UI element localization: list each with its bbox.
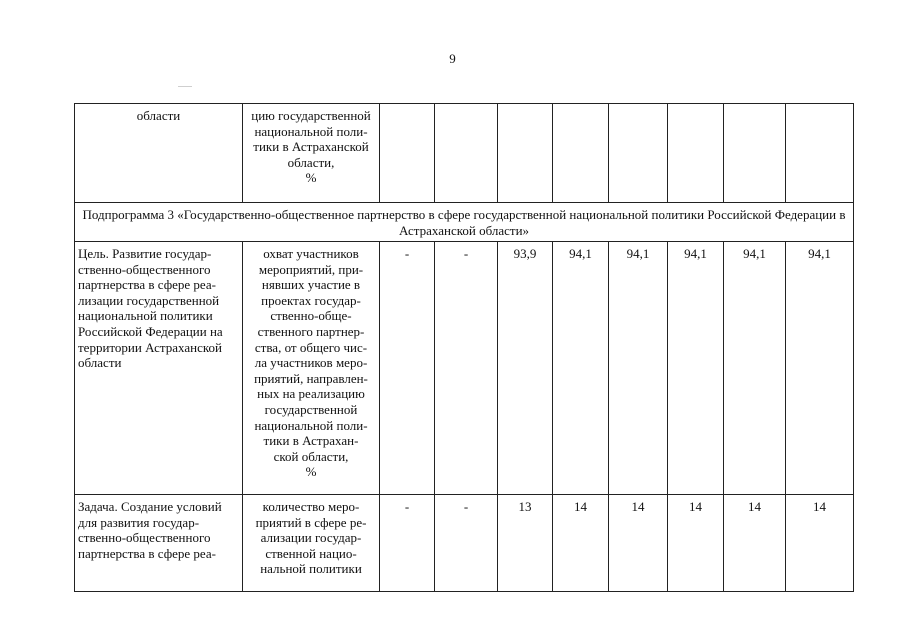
value-cell: 14: [553, 495, 609, 592]
indicators-table: [74, 103, 854, 592]
indicator-cell: количество меро- приятий в сфере ре- ализации государ- ственной нацио- нальной политики: [243, 495, 380, 592]
value-cell: [380, 104, 435, 203]
value-cell: 14: [609, 495, 668, 592]
table-row: [75, 242, 854, 495]
subprogram-row: [75, 203, 854, 242]
table-row: [75, 495, 854, 592]
value-cell: 94,1: [553, 242, 609, 495]
value-cell: 14: [724, 495, 786, 592]
value-cell: [435, 104, 498, 203]
page-number: 9: [449, 51, 456, 66]
value-cell: [786, 104, 854, 203]
value-cell: 13: [498, 495, 553, 592]
value-cell: -: [380, 495, 435, 592]
value-cell: 14: [668, 495, 724, 592]
scan-artifact: [178, 86, 192, 87]
table-row: [75, 104, 854, 203]
task-cell: Задача. Создание условий для развития государ- ственно-общественного партнерства в сфере реа-: [75, 495, 243, 592]
value-cell: 94,1: [786, 242, 854, 495]
value-cell: [553, 104, 609, 203]
value-cell: -: [435, 495, 498, 592]
value-cell: 94,1: [668, 242, 724, 495]
indicator-cell: охват участников мероприятий, при- нявших участие в проектах государ- ственно-обще- ственного партнер- ства, от общего чис- ла участников меро- приятий, направлен- ных на реализацию государственной национальной поли- тики в Астрахан- ской области, %: [243, 242, 380, 495]
goal-cell: области: [75, 104, 243, 203]
value-cell: -: [435, 242, 498, 495]
value-cell: 94,1: [609, 242, 668, 495]
goal-cell: Цель. Развитие государ- ственно-общественного партнерства в сфере реа- лизации государственной национальной политики Российской Федерации на территории Астраханской области: [75, 242, 243, 495]
value-cell: -: [380, 242, 435, 495]
value-cell: [724, 104, 786, 203]
value-cell: [498, 104, 553, 203]
value-cell: 14: [786, 495, 854, 592]
value-cell: [609, 104, 668, 203]
value-cell: 94,1: [724, 242, 786, 495]
value-cell: 93,9: [498, 242, 553, 495]
value-cell: [668, 104, 724, 203]
subprogram-title: Подпрограмма 3 «Государственно-общественное партнерство в сфере государственной национальной политики Российской Федерации в Астраханской области»: [75, 203, 854, 242]
indicator-cell: цию государственной национальной поли- тики в Астраханской области, %: [243, 104, 380, 203]
